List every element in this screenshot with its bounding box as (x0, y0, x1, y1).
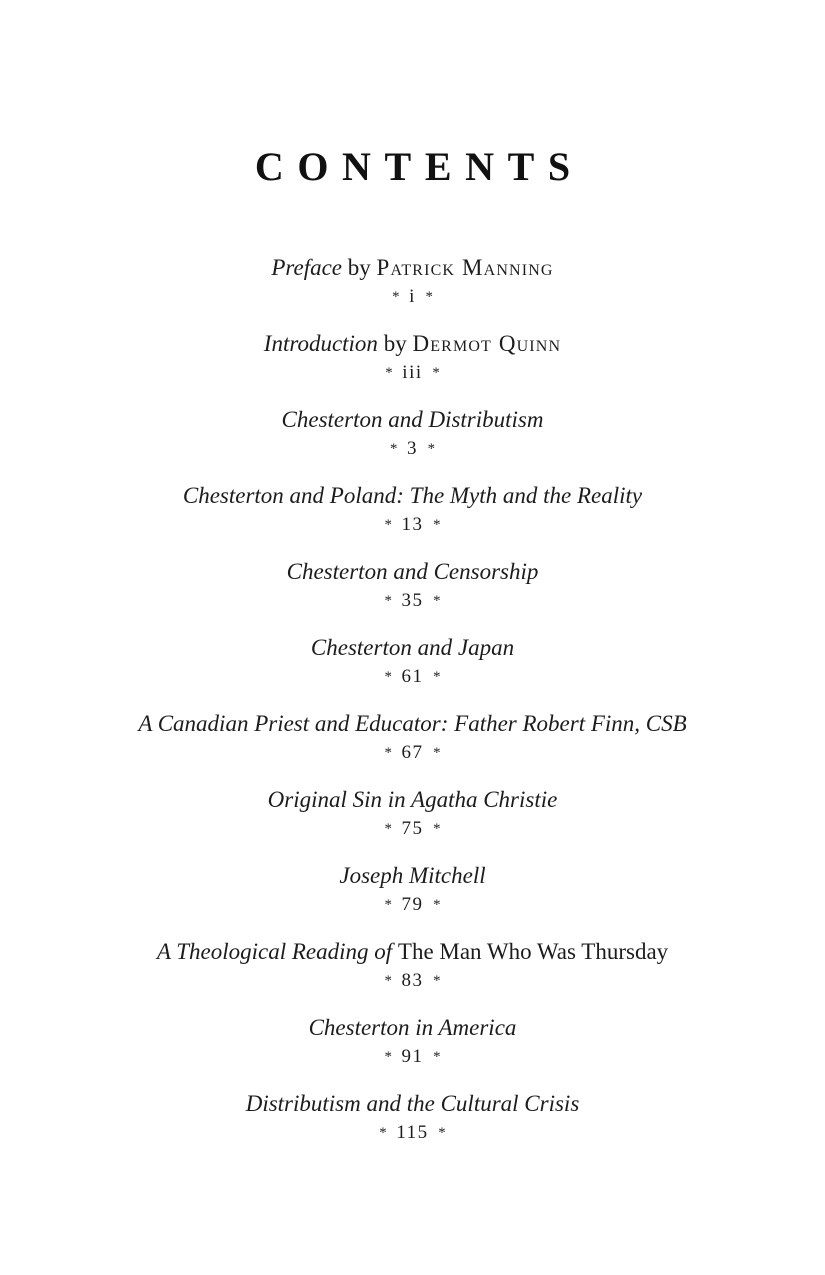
entry-title (0, 329, 825, 359)
entry-pageline (0, 815, 825, 844)
asterisk-ornament: * (433, 592, 441, 609)
asterisk-ornament: * (425, 288, 433, 305)
asterisk-ornament: * (384, 592, 392, 609)
asterisk-ornament: * (433, 516, 441, 533)
entry-page-number: 79 (401, 894, 424, 915)
entry-title (0, 709, 825, 739)
entry-title (0, 861, 825, 891)
entry-pageline (0, 359, 825, 388)
entry-title-segment: Chesterton and Distributism (281, 407, 544, 432)
entry-pageline (0, 739, 825, 768)
toc-entry (0, 1089, 825, 1148)
entry-title-segment: Dermot Quinn (412, 331, 562, 356)
asterisk-ornament: * (433, 668, 441, 685)
entry-title-segment: by (377, 331, 413, 356)
entry-page-number: 91 (401, 1046, 424, 1067)
entry-title-segment: Original Sin in Agatha Christie (267, 787, 558, 812)
toc-entry (0, 329, 825, 388)
entry-title-segment: Chesterton and Japan (310, 635, 515, 660)
toc-entry (0, 253, 825, 312)
entry-pageline (0, 283, 825, 312)
entry-pageline (0, 435, 825, 464)
entry-title-segment: Introduction (263, 331, 378, 356)
asterisk-ornament: * (438, 1124, 446, 1141)
entry-title-segment: The Man Who Was Thursday (397, 939, 669, 964)
entry-page-number: 61 (401, 666, 424, 687)
toc-entries (0, 253, 825, 1148)
toc-entry (0, 785, 825, 844)
entry-pageline (0, 587, 825, 616)
entry-pageline (0, 1043, 825, 1072)
entry-title-segment: Preface (271, 255, 343, 280)
asterisk-ornament: * (433, 744, 441, 761)
entry-title-segment: Distributism and the Cultural Crisis (245, 1091, 580, 1116)
entry-page-number: 115 (396, 1122, 429, 1143)
toc-entry (0, 481, 825, 540)
entry-title (0, 1089, 825, 1119)
asterisk-ornament: * (432, 364, 440, 381)
entry-page-number: 35 (401, 590, 424, 611)
entry-title (0, 633, 825, 663)
asterisk-ornament: * (384, 820, 392, 837)
entry-title (0, 481, 825, 511)
asterisk-ornament: * (433, 820, 441, 837)
entry-title-segment: Joseph Mitchell (339, 863, 486, 888)
entry-title (0, 1013, 825, 1043)
entry-page-number: i (409, 286, 416, 307)
entry-pageline (0, 891, 825, 920)
asterisk-ornament: * (427, 440, 436, 457)
entry-title-segment: Chesterton and Poland: The Myth and the Reality (182, 483, 643, 508)
entry-title (0, 253, 825, 283)
asterisk-ornament: * (384, 668, 392, 685)
entry-pageline (0, 1119, 825, 1148)
toc-entry (0, 1013, 825, 1072)
asterisk-ornament: * (384, 972, 392, 989)
toc-entry (0, 861, 825, 920)
entry-page-number: 83 (401, 970, 424, 991)
asterisk-ornament: * (384, 744, 392, 761)
entry-title-segment: Chesterton in America (308, 1015, 517, 1040)
asterisk-ornament: * (433, 896, 441, 913)
asterisk-ornament: * (392, 288, 400, 305)
page-title: CONTENTS (254, 144, 584, 189)
asterisk-ornament: * (379, 1124, 387, 1141)
entry-page-number: 67 (401, 742, 424, 763)
entry-title-segment: A Theological Reading of (156, 939, 398, 964)
toc-entry (0, 937, 825, 996)
entry-title (0, 785, 825, 815)
asterisk-ornament: * (433, 972, 441, 989)
asterisk-ornament: * (384, 896, 392, 913)
asterisk-ornament: * (384, 1048, 392, 1065)
entry-title (0, 405, 825, 435)
asterisk-ornament: * (389, 440, 398, 457)
asterisk-ornament: * (385, 364, 393, 381)
entry-title (0, 937, 825, 967)
toc-entry (0, 405, 825, 464)
entry-title-segment: by (342, 255, 377, 280)
entry-pageline (0, 511, 825, 540)
entry-page-number: 75 (401, 818, 424, 839)
entry-page-number: iii (402, 362, 423, 383)
toc-entry (0, 633, 825, 692)
entry-title-segment: A Canadian Priest and Educator: Father Robert Finn, CSB (138, 711, 687, 736)
entry-page-number: 3 (406, 438, 419, 459)
entry-pageline (0, 967, 825, 996)
toc-entry (0, 557, 825, 616)
entry-title-segment: Chesterton and Censorship (286, 559, 539, 584)
asterisk-ornament: * (433, 1048, 441, 1065)
entry-title-segment: Patrick Manning (376, 255, 554, 280)
entry-pageline (0, 663, 825, 692)
asterisk-ornament: * (384, 516, 392, 533)
entry-page-number: 13 (401, 514, 424, 535)
entry-title (0, 557, 825, 587)
toc-entry (0, 709, 825, 768)
